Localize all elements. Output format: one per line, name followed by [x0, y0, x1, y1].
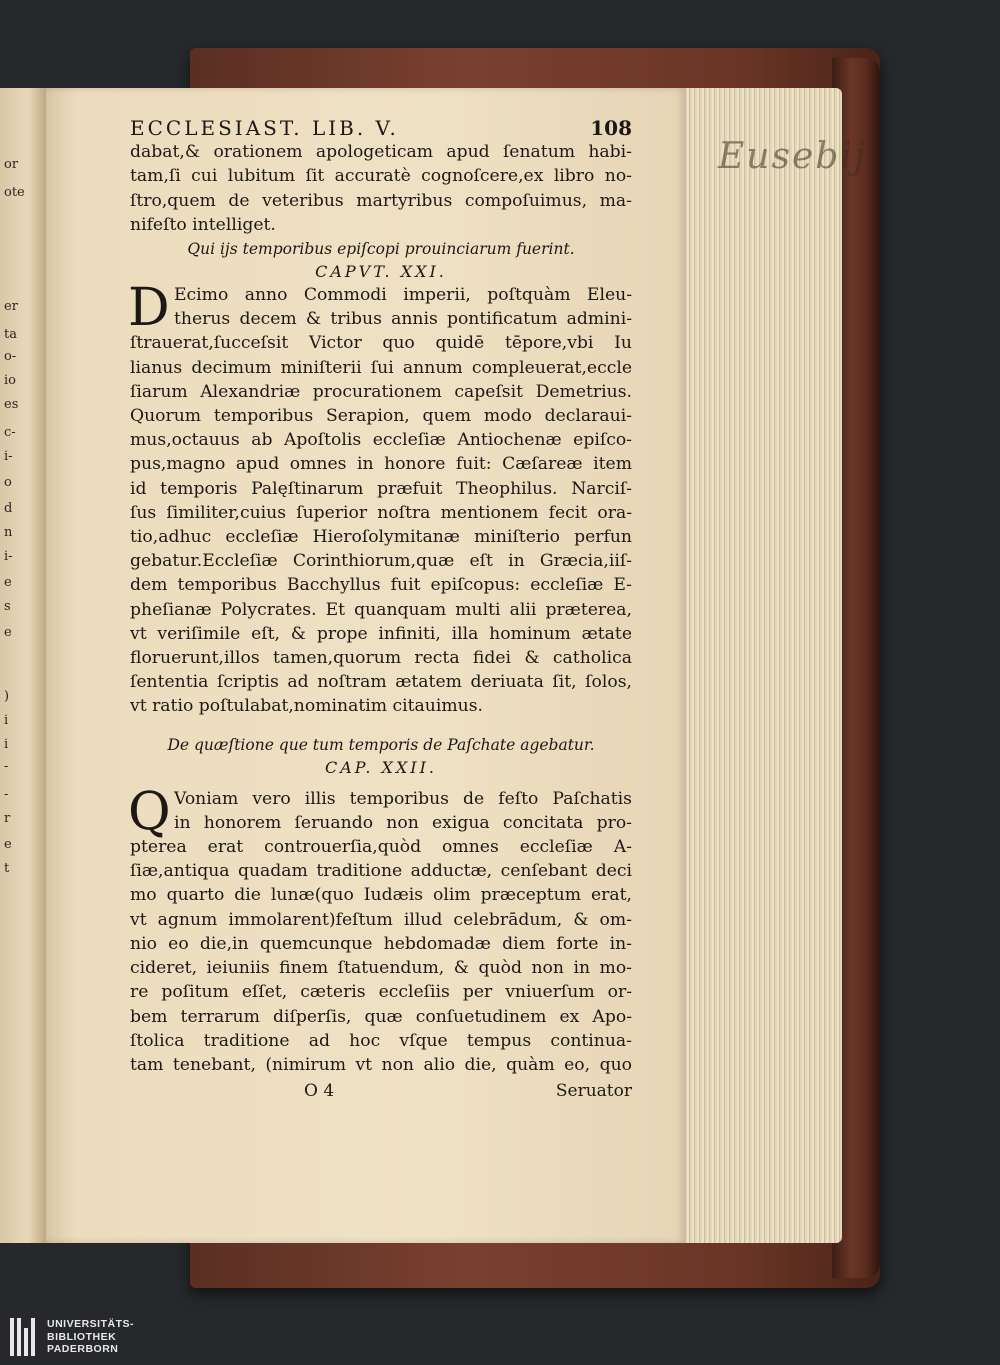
- left-page-fragment: -: [4, 787, 9, 802]
- edge-inscription: Eusebij: [718, 136, 867, 177]
- page-edges: [682, 88, 867, 1243]
- text-line: Ecimo anno Commodi imperii, poſtquàm Eleu-: [174, 285, 632, 306]
- left-page-fragment: c-: [4, 425, 16, 440]
- left-page-fragment: e: [4, 625, 12, 640]
- page-footer: [130, 1079, 632, 1103]
- text-line: ſtro,quem de veteribus martyribus compoſuimus, ma-: [130, 190, 632, 211]
- signature-mark: O 4: [304, 1081, 335, 1102]
- running-head: [130, 116, 632, 140]
- library-logo-icon: [10, 1318, 35, 1356]
- text-line: ſus ſimiliter,cuius ſuperior noſtra mentionem fecit ora-: [130, 502, 632, 523]
- left-page: [0, 88, 46, 1243]
- left-page-fragment: ta: [4, 327, 17, 342]
- text-line: re poſitum eſſet, cæteris eccleſiis per vniuerſum or-: [130, 982, 632, 1003]
- text-line: vt veriſimile eſt, & prope infiniti, illa hominum ætate: [130, 623, 632, 644]
- left-page-fragment: es: [4, 397, 19, 412]
- text-line: in honorem ſeruando non exigua concitata pro-: [174, 812, 632, 833]
- chapter-21-heading: Qui ijs temporibus epiſcopi prouinciarum fuerint.: [187, 240, 575, 259]
- left-page-fragment: io: [4, 373, 16, 388]
- text-line: floruerunt,illos tamen,quorum recta fidei & catholica: [130, 648, 632, 669]
- left-page-fragment: o: [4, 475, 12, 490]
- chapter-22-heading: De quæſtione que tum temporis de Paſchate agebatur.: [167, 735, 595, 754]
- text-line: pheſianæ Polycrates. Et quanquam multi alii præterea,: [130, 599, 632, 620]
- left-page-fragment: e: [4, 575, 12, 590]
- text-line: dabat,& orationem apologeticam apud ſenatum habi-: [130, 142, 632, 163]
- text-line: ſtrauerat,ſucceſsit Victor quo quidē tēpore,vbi Iu: [130, 333, 632, 354]
- left-page-fragment: or: [4, 157, 19, 172]
- text-line: therus decem & tribus annis pontificatum admini-: [174, 309, 632, 330]
- text-line: tam tenebant, (nimirum vt non alio die, quàm eo, quo: [130, 1054, 632, 1075]
- text-line: Quorum temporibus Serapion, quem modo declaraui-: [130, 406, 632, 427]
- text-line: bem terrarum diſperſis, quæ conſuetudinem ex Apo-: [130, 1006, 632, 1027]
- left-page-fragment: i: [4, 737, 9, 752]
- chapter-21-text: [128, 278, 632, 719]
- logo-line-3: PADERBORN: [47, 1343, 119, 1356]
- catchword: Seruator: [555, 1081, 632, 1102]
- text-line: mo quarto die lunæ(quo Iudæis olim præceptum erat,: [130, 885, 632, 906]
- left-page-fragment: r: [4, 811, 11, 826]
- left-page-fragment: er: [4, 299, 18, 314]
- dropcap-q: Q: [128, 781, 171, 842]
- text-line: vt agnum immolarent)feſtum illud celebrādum, & om-: [130, 909, 632, 930]
- chapter-22-text: [128, 781, 632, 1077]
- text-line: ſiæ,antiqua quadam traditione adductæ, cenſebant deci: [130, 861, 632, 882]
- left-page-fragment: n: [4, 525, 13, 540]
- left-page-fragment: t: [4, 861, 10, 876]
- left-page-fragment: -: [4, 759, 9, 774]
- left-page-fragment: i-: [4, 449, 13, 464]
- left-page-fragment: i-: [4, 549, 13, 564]
- text-line: tio,adhuc eccleſiæ Hieroſolymitanæ miniſterio perfun: [130, 527, 632, 548]
- text-line: lianus decimum miniſterii ſui annum compleuerat,eccle: [130, 357, 632, 378]
- logo-line-2: BIBLIOTHEK: [47, 1330, 117, 1343]
- text-line: tam,ſi cui lubitum ſit accuratè cognoſcere,ex libro no-: [130, 166, 632, 187]
- text-line: ſtolica traditione ad hoc vſque tempus continua-: [130, 1030, 632, 1051]
- text-line: id temporis Palęſtinarum præfuit Theophilus. Narciſ-: [130, 478, 632, 499]
- chapter-22-number: CAP. XXII.: [325, 757, 437, 777]
- text-line: pus,magno apud omnes in honore fuit: Cæſareæ item: [130, 454, 632, 475]
- text-line: Voniam vero illis temporibus de feſto Paſchatis: [174, 788, 632, 809]
- text-line: vt ratio poſtulabat,nominatim citauimus.: [130, 696, 483, 717]
- text-line: mus,octauus ab Apoſtolis eccleſiæ Antiochenæ epiſco-: [130, 430, 632, 451]
- page-number: 108: [590, 116, 632, 140]
- left-page-fragment: ote: [4, 185, 25, 200]
- text-block-top: [130, 140, 632, 237]
- text-line: cideret, ieiuniis finem ſtatuendum, & quòd non in mo-: [130, 958, 632, 979]
- text-line: ſiarum Alexandriæ procurationem capeſsit Demetrius.: [130, 381, 632, 402]
- logo-line-1: UNIVERSITÄTS-: [47, 1318, 135, 1331]
- text-line: nio eo die,in quemcunque hebdomadæ diem forte in-: [130, 933, 632, 954]
- text-line: nifeſto intelliget.: [130, 214, 276, 235]
- dropcap-d: D: [128, 278, 170, 339]
- left-page-fragment: e: [4, 837, 12, 852]
- library-logo: [10, 1318, 134, 1356]
- text-line: dem temporibus Bacchyllus fuit epiſcopus: eccleſiæ E-: [130, 575, 632, 596]
- left-page-fragment: s: [4, 599, 11, 614]
- page-content: [130, 116, 632, 1103]
- text-line: gebatur.Eccleſiæ Corinthiorum,quæ eſt in Græcia,iiſ-: [130, 551, 632, 572]
- right-page: [46, 88, 686, 1243]
- chapter-21-number: CAPVT. XXI.: [315, 262, 447, 282]
- running-head-title: ECCLESIAST. LIB. V.: [130, 116, 399, 140]
- text-line: ſententia ſcriptis ad noſtram ætatem deriuata ſit, ſolos,: [130, 672, 632, 693]
- left-page-fragment: i: [4, 713, 9, 728]
- left-page-fragment: d: [4, 501, 13, 516]
- left-page-fragment: o-: [4, 349, 17, 364]
- left-page-fragment: ): [4, 689, 10, 704]
- text-line: pterea erat controuerſia,quòd omnes eccleſiæ A-: [130, 837, 632, 858]
